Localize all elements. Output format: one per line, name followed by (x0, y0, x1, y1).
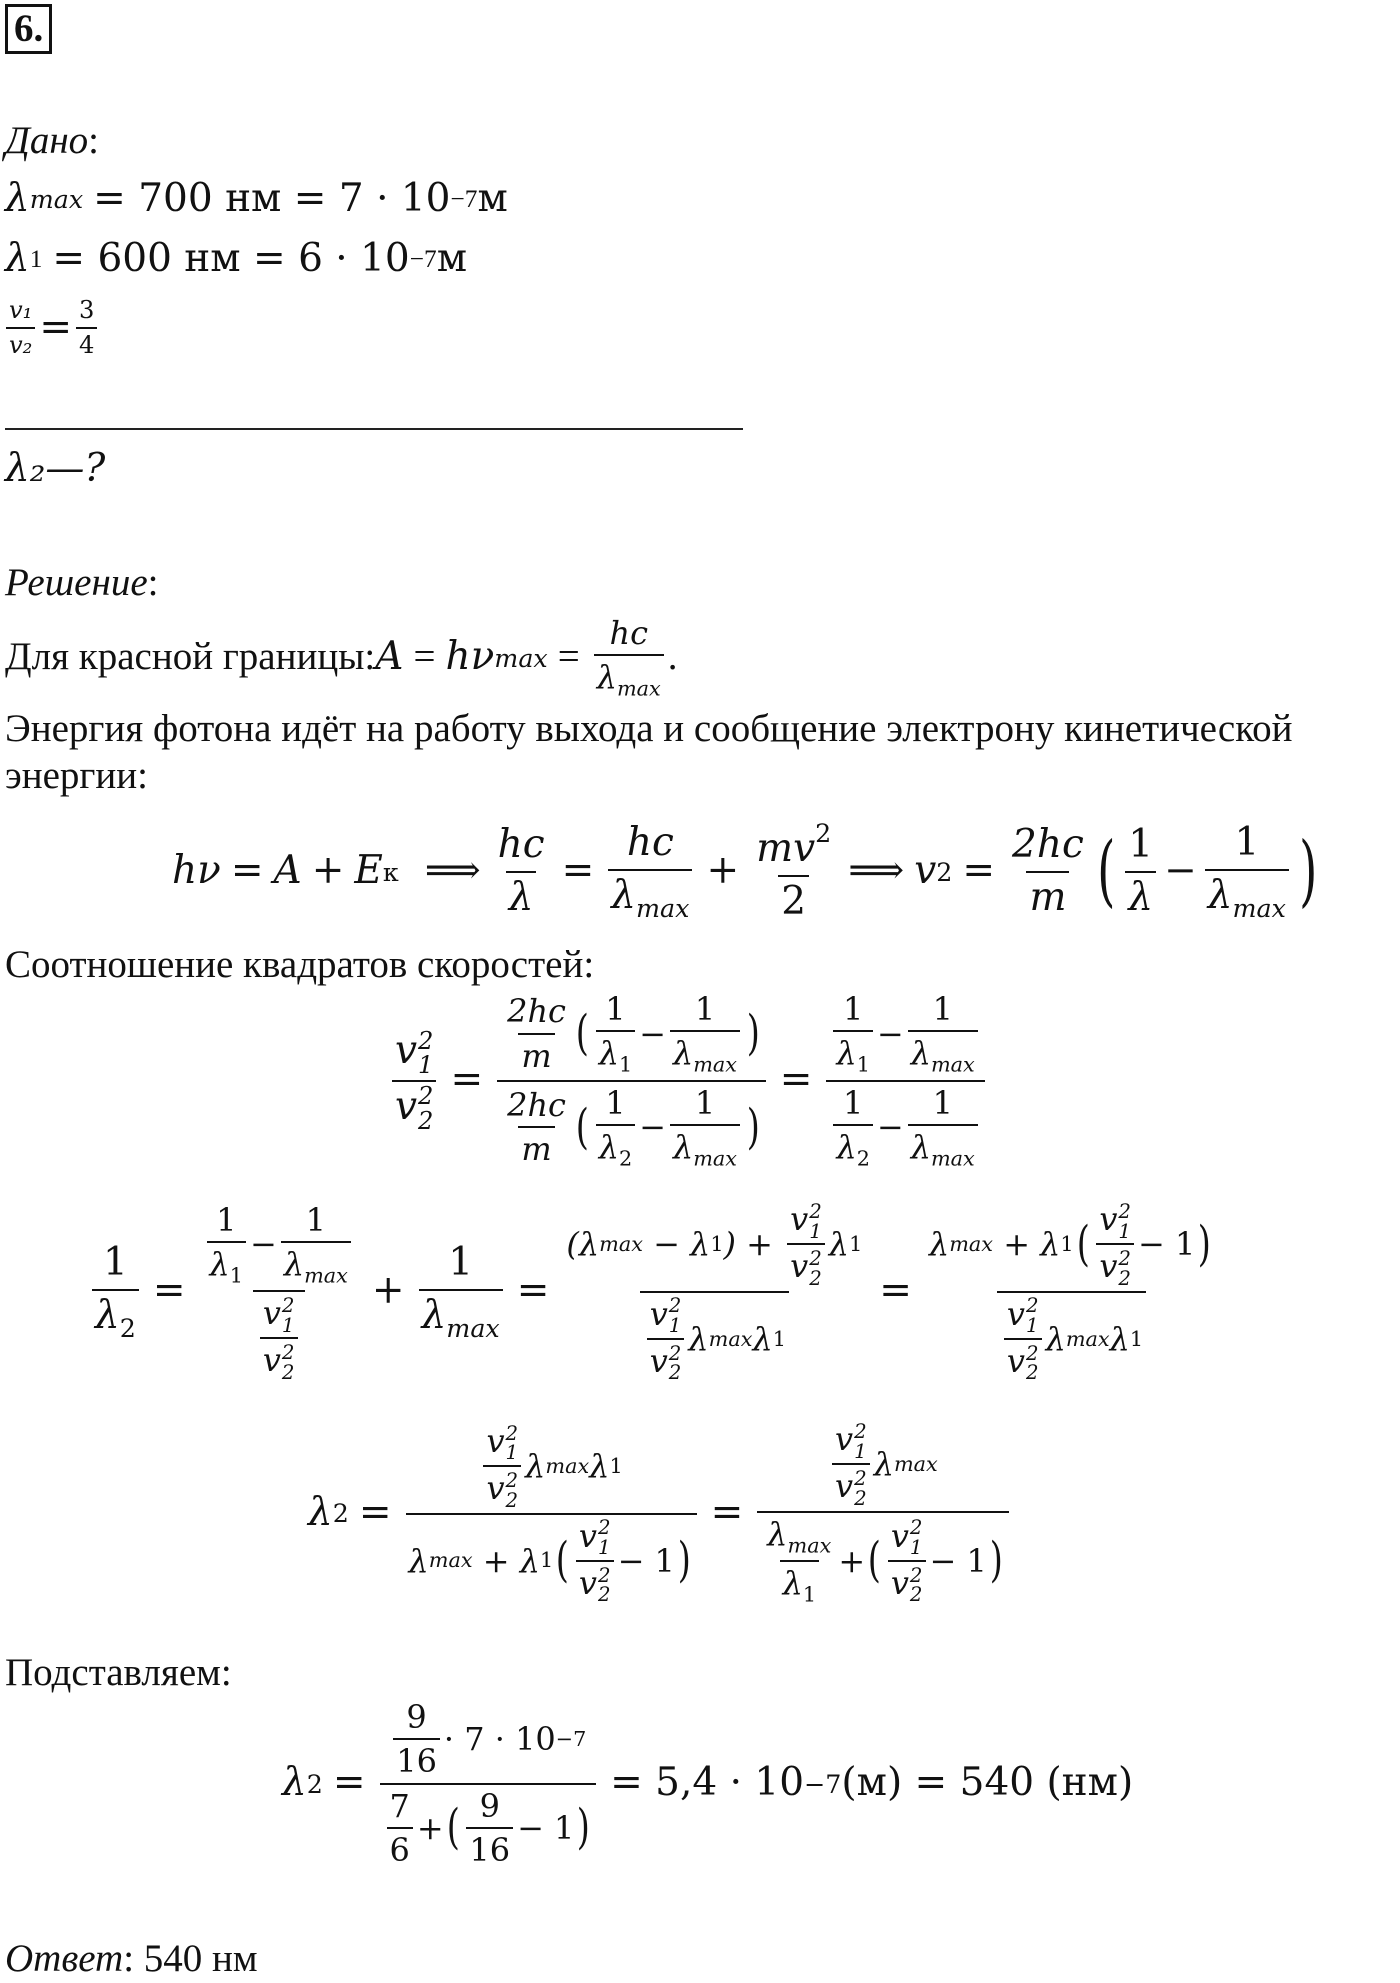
red-limit-line: Для красной границы: A = hν max = $\frac{hc}{\lambda_{max}}$ . (5, 614, 678, 701)
find-line: λ₂—? (5, 446, 106, 491)
given-divider (5, 428, 743, 430)
ratio-text: Соотношение квадратов скоростей: (5, 943, 595, 986)
equation-velocity-ratio: v 2 1 v 2 2 = $\frac{2hc}{m}$ ( $\frac{1}{\lambda_1}$ − $\frac{1}{\lambda_{max}}$ ) $\frac{2hc}{m}$ ( $\frac{1}{\lambda_2}$ − $\frac{1}{\lambda_{max}}$ ) = $\frac{1}{\lambda_1}$ − $\frac{1}{\lambda_{max}}$ $\frac{1}{\lambda_2}$ − $\frac{1}{\lambda_{max}}$ (388, 990, 989, 1171)
given-heading: Дано: (5, 119, 100, 162)
solution-heading: Решение: (5, 561, 159, 604)
substitute-text: Подставляем: (5, 1651, 232, 1694)
answer-value: : 540 нм (123, 1937, 258, 1980)
given-lambda-1: λ 1 = 600 нм = 6 · 10 −7 м (5, 236, 468, 281)
energy-text: Энергия фотона идёт на работу выхода и сообщение электрону кинетической энергии: (5, 707, 1293, 797)
equation-lambda2: λ 2 = v 2 1 v 2 2 λ max λ 1 λ max + λ 1 ( v 2 1 v 2 2 − 1 ) = v 2 1 v 2 2 λ max $\frac{\lambda_{max}}{\lambda_1}$ + ( v 2 1 v 2 2 − 1 ) (308, 1420, 1013, 1607)
answer-line (5, 1936, 258, 1983)
answer-label: Ответ (5, 1937, 124, 1980)
equation-energy: hν = A + E к ⟹ $\frac{hc}{\lambda}$ = $\frac{hc}{\lambda_{max}}$ + $\frac{mv^2}{2}$ ⟹ v 2 = $\frac{2hc}{m}$ ( $\frac{1}{\lambda}$ − $\frac{1}{\lambda_{max}}$ ) (172, 818, 1318, 924)
equation-inverse-lambda2: $\frac{1}{\lambda_2}$ = $\frac{1}{\lambda_1}$ − $\frac{1}{\lambda_{max}}$ v 2 1 v 2 2 + $\frac{1}{\lambda_{max}}$ = (λ max − λ 1 ) + v 2 1 v 2 2 λ 1 v 2 1 v 2 2 λ max λ 1 = λ max + λ 1 ( v 2 1 v 2 2 − 1 ) v 2 1 v 2 2 λ max λ 1 (88, 1200, 1221, 1383)
given-velocity-ratio: $\frac{\text{v₁}}{\text{v₂}}$ = $\frac{3}{4}$ (2, 296, 101, 360)
problem-number: 6. (5, 4, 52, 54)
equation-substitution: λ 2 = $\frac{9}{16}$ · 7 · 10 −7 $\frac{7}{6}$ + ( $\frac{9}{16}$ − 1 ) = 5,4 · 10 −7 (м) = 540 (нм) (282, 1698, 1134, 1870)
given-lambda-max: λ max = 700 нм = 7 · 10 −7 м (5, 176, 508, 221)
